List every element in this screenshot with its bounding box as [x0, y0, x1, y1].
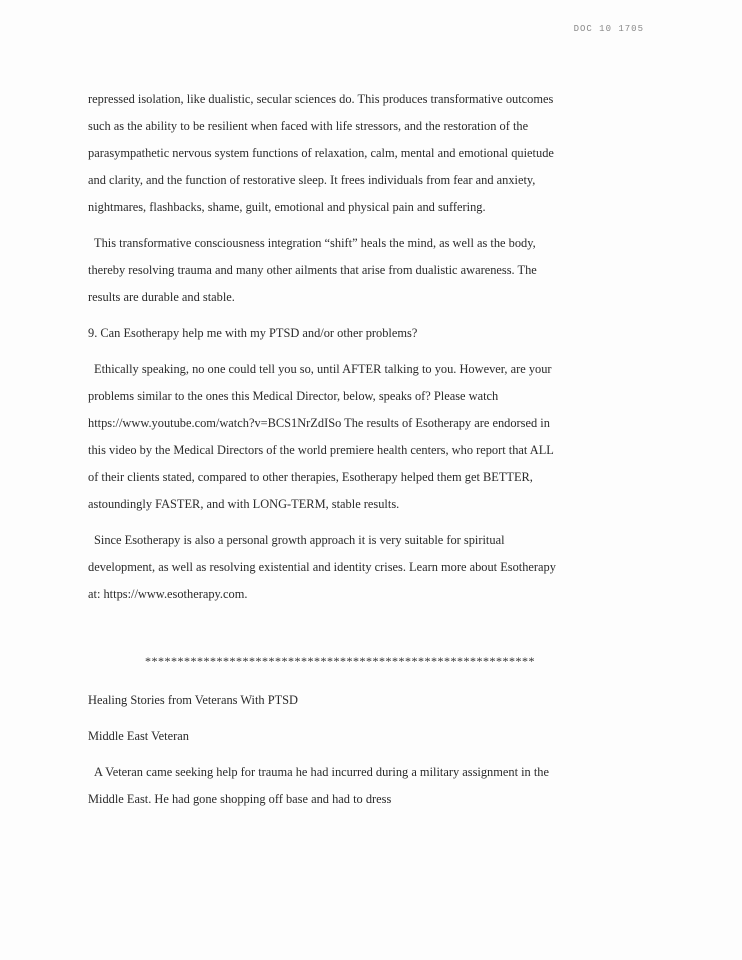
paragraph-veteran-story: A Veteran came seeking help for trauma he had incurred during a military assignment in the Middle East. He had gone shopping off base and had to dress — [88, 765, 549, 806]
paragraph-restoration: repressed isolation, like dualistic, secular sciences do. This produces transformative outcomes such as the ability to be resilient when faced with life stressors, and the restoration of the parasympathetic nervous system functions of relaxation, calm, mental and emotional quietude and clarity, and the function of restorative sleep. It frees individuals from fear and anxiety, nightmares, flashbacks, shame, guilt, emotional and physical pain and suffering. — [88, 92, 554, 214]
page-identifier: DOC 10 1705 — [573, 24, 644, 34]
question-9: 9. Can Esotherapy help me with my PTSD and/or other problems? — [88, 326, 418, 340]
section-title: Healing Stories from Veterans With PTSD — [88, 693, 299, 707]
section-separator: ************************************************************ — [145, 654, 535, 668]
subsection-title: Middle East Veteran — [88, 729, 189, 743]
paragraph-personal-growth: Since Esotherapy is also a personal growth approach it is very suitable for spiritual development, as well as resolving existential and identity crises. Learn more about Esotherapy at: https://www.esotherapy.com. — [88, 533, 556, 601]
paragraph-ethically-speaking: Ethically speaking, no one could tell you so, until AFTER talking to you. However, are your problems similar to the ones this Medical Director, below, speaks of? Please watch https://www.youtube.com/watch?v=BCS1NrZdISo The results of Esotherapy are endorsed in this video by the Medical Directors of the world premiere health centers, who report that ALL of their clients stated, compared to other therapies, Esotherapy helped them get BETTER, astoundingly FASTER, and with LONG-TERM, stable results. — [88, 362, 554, 511]
paragraph-transformative-shift: This transformative consciousness integration “shift” heals the mind, as well as the body, thereby resolving trauma and many other ailments that arise from dualistic awareness. The results are durable and stable. — [88, 236, 537, 304]
document-body — [88, 86, 564, 822]
